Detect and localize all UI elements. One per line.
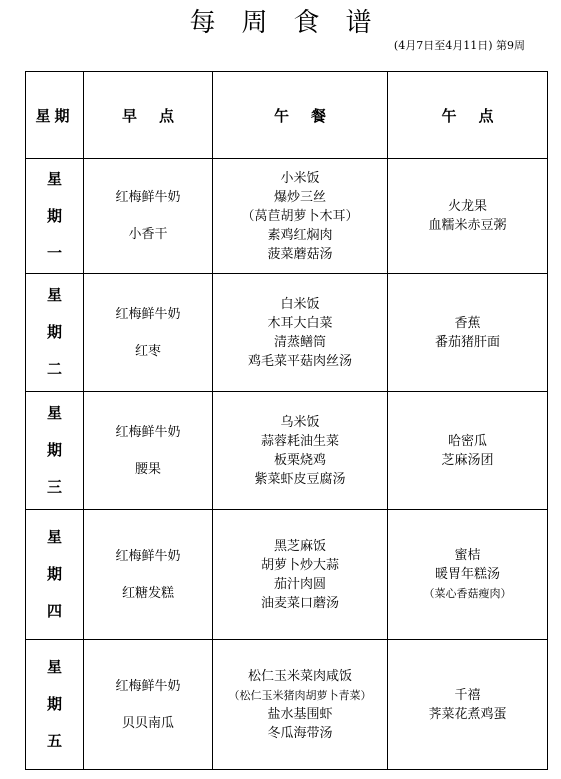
day-cell: 星 期 二: [26, 274, 84, 392]
snack-item: 芝麻汤团: [441, 452, 494, 468]
breakfast-item: 红梅鲜牛奶: [115, 678, 181, 694]
lunch-cell: [213, 159, 388, 274]
breakfast-item: 红梅鲜牛奶: [115, 548, 181, 564]
snack-cell: [388, 510, 548, 640]
lunch-item: 紫菜虾皮豆腐汤: [254, 471, 346, 487]
breakfast-item: 红糖发糕: [121, 585, 174, 601]
snack-item: 香蕉: [454, 315, 481, 331]
lunch-item: （莴苣胡萝卜木耳）: [241, 208, 359, 224]
table-row: [26, 510, 548, 640]
snack-cell: [388, 159, 548, 274]
lunch-cell: [213, 392, 388, 510]
lunch-cell: [213, 640, 388, 770]
lunch-item: 小米饭: [280, 170, 320, 186]
table-row: [26, 159, 548, 274]
day-cell: 星 期 四: [26, 510, 84, 640]
snack-item: 蜜桔: [454, 548, 481, 563]
lunch-item: 盐水基围虾: [267, 706, 333, 722]
lunch-item: 胡萝卜炒大蒜: [260, 557, 339, 573]
lunch-item: 冬瓜海带汤: [267, 725, 333, 741]
snack-item-note: （菜心香菇瘦肉）: [423, 587, 512, 600]
lunch-item: 白米饭: [280, 296, 320, 312]
breakfast-cell: [84, 274, 213, 392]
lunch-item: 爆炒三丝: [273, 189, 326, 205]
breakfast-cell: [84, 510, 213, 640]
lunch-item: 清蒸鳝筒: [273, 334, 326, 350]
header-day: 星期: [26, 72, 84, 159]
lunch-item: 松仁玉米菜肉咸饭: [247, 668, 352, 684]
breakfast-cell: [84, 392, 213, 510]
snack-item: 哈密瓜: [447, 433, 487, 449]
lunch-item: 乌米饭: [280, 414, 320, 430]
breakfast-item: 红梅鲜牛奶: [115, 306, 181, 322]
breakfast-item: 小香干: [128, 227, 168, 242]
breakfast-cell: [84, 159, 213, 274]
lunch-cell: [213, 274, 388, 392]
header-breakfast: 早点: [84, 72, 213, 159]
breakfast-item: 红梅鲜牛奶: [115, 190, 181, 205]
weekly-menu-table: [25, 71, 548, 770]
lunch-item: 油麦菜口蘑汤: [260, 595, 339, 611]
header-lunch: 午餐: [213, 72, 388, 159]
page-title: 每周食谱: [189, 8, 398, 38]
table-row: [26, 640, 548, 770]
breakfast-item: 红枣: [134, 343, 161, 359]
week-range: (4月7日至4月11日) 第9周: [393, 39, 525, 52]
snack-item: 火龙果: [447, 199, 487, 214]
breakfast-item: 贝贝南瓜: [121, 715, 174, 731]
lunch-item: 黑芝麻饭: [273, 538, 326, 554]
lunch-item: 菠菜蘑菇汤: [267, 246, 333, 262]
breakfast-item: 红梅鲜牛奶: [115, 424, 181, 440]
table-row: [26, 274, 548, 392]
lunch-item: 木耳大白菜: [267, 315, 333, 331]
lunch-item: 茄汁肉圆: [273, 576, 326, 592]
lunch-item: 素鸡红焖肉: [267, 227, 333, 243]
day-cell: 星 期 三: [26, 392, 84, 510]
header-row: [26, 72, 548, 159]
day-cell: 星 期 五: [26, 640, 84, 770]
snack-item: 千禧: [454, 687, 481, 703]
lunch-cell: [213, 510, 388, 640]
lunch-item: 板栗烧鸡: [273, 452, 326, 468]
snack-item: 番茄猪肝面: [434, 334, 500, 350]
lunch-item: 蒜蓉耗油生菜: [260, 433, 339, 449]
snack-cell: [388, 274, 548, 392]
lunch-item: 鸡毛菜平菇肉丝汤: [247, 353, 352, 369]
snack-item: 荠菜花煮鸡蛋: [428, 706, 507, 722]
day-cell: 星 期 一: [26, 159, 84, 274]
breakfast-cell: [84, 640, 213, 770]
breakfast-item: 腰果: [134, 461, 161, 477]
snack-cell: [388, 392, 548, 510]
header-snack: 午点: [388, 72, 548, 159]
snack-item: 暖胃年糕汤: [434, 567, 500, 582]
snack-item: 血糯米赤豆粥: [428, 218, 507, 233]
snack-cell: [388, 640, 548, 770]
table-row: [26, 392, 548, 510]
lunch-item-note: （松仁玉米猪肉胡萝卜青菜）: [228, 688, 372, 702]
